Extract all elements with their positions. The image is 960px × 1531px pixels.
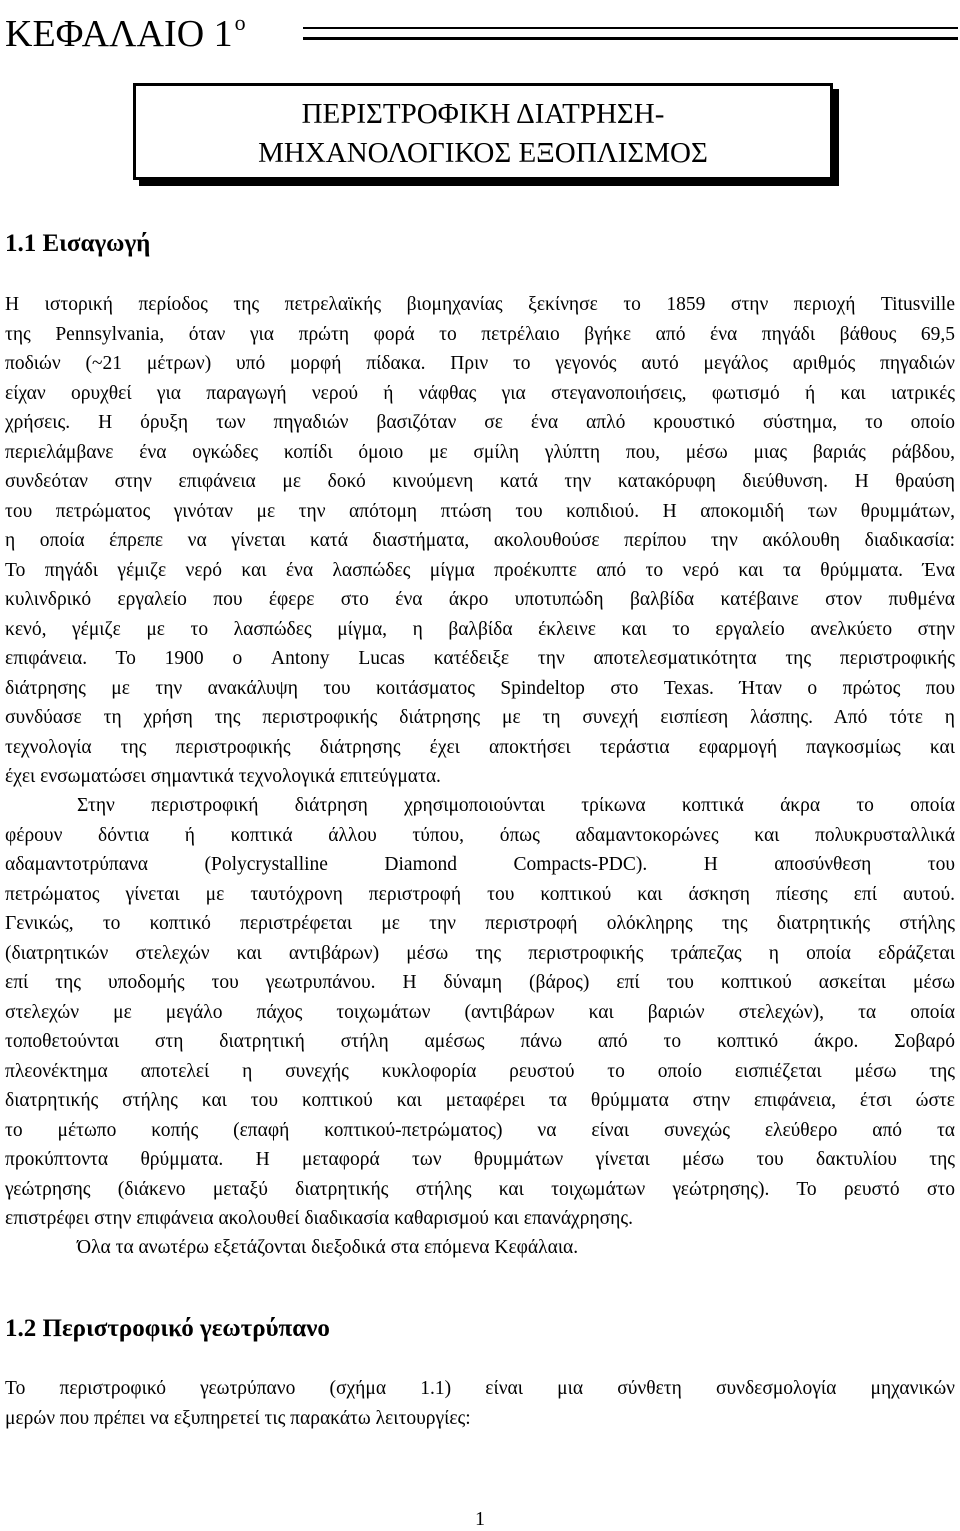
- chapter-title-box: [133, 83, 833, 180]
- paragraph-line: Στην περιστροφική διάτρηση χρησιμοποιούνται τρίκωνα κοπτικά άκρα το οποία: [77, 795, 955, 816]
- paragraph-line: φέρουν δόντια ή κοπτικά άλλου τύπου, όπως αδαμαντοκορώνες και πολυκρυσταλλικά: [5, 824, 955, 846]
- chapter-superscript: ο: [234, 10, 246, 35]
- paragraph-line: αδαμαντοτρύπανα (Polycrystalline Diamond Compacts-PDC). Η αποσύνθεση του: [5, 854, 955, 875]
- paragraph-line: επιφάνεια. Το 1900 ο Antony Lucas κατέδειξε την αποτελεσματικότητα της περιστροφικής: [5, 648, 955, 669]
- paragraph-line: συνδύασε τη χρήση της περιστροφικής διάτρησης με τη συνεχή εισπίεση λάσπης. Από τότε η: [5, 707, 955, 728]
- paragraph-rig-intro: [5, 1374, 955, 1433]
- paragraph-line: το μέτωπο κοπής (επαφή κοπτικού-πετρώματος) να είναι συνεχώς ελεύθερο από τα: [5, 1119, 955, 1141]
- paragraph-line: συνδεόταν στην επιφάνεια με δοκό κινούμενη κατά την κατακόρυφη διεύθυνση. Η θραύση: [5, 471, 955, 492]
- paragraph-line: τοποθετούνται στη διατρητική στήλη αμέσως πάνω από το κοπτικό άκρο. Σοβαρό: [5, 1031, 955, 1052]
- title-line-1: ΠΕΡΙΣΤΡΟΦΙΚΗ ΔΙΑΤΡΗΣΗ-: [301, 98, 665, 130]
- paragraph-line: κυλινδρικό εργαλείο που έφερε στο ένα άκρο υποτυπώδη βαλβίδα κατέβαινε στον πυθμένα: [5, 589, 955, 610]
- title-line-2: ΜΗΧΑΝΟΛΟΓΙΚΟΣ ΕΞΟΠΛΙΣΜΟΣ: [258, 137, 708, 169]
- paragraph-line: κενό, γέμιζε με το λασπώδες μίγμα, η βαλβίδα έκλεινε και το εργαλείο ανελκύετο στην: [5, 618, 955, 640]
- paragraph-line: Όλα τα ανωτέρω εξετάζονται διεξοδικά στα επόμενα Κεφάλαια.: [77, 1237, 579, 1258]
- paragraph-line: στελεχών με μεγάλο πάχος τοιχωμάτων (αντιβάρων και βαριών στελεχών), τα οποία: [5, 1001, 955, 1023]
- paragraph-line: μερών που πρέπει να εξυπηρετεί τις παρακάτω λειτουργίες:: [5, 1407, 471, 1429]
- paragraph-rotary-drilling: [5, 791, 955, 1234]
- paragraph-line: Το περιστροφικό γεωτρύπανο (σχήμα 1.1) είναι μια σύνθετη συνδεσμολογία μηχανικών: [5, 1378, 955, 1399]
- paragraph-line: διάτρησης με την ανακάλυψη του κοιτάσματος Spindeltop στο Texas. Ήταν ο πρώτος που: [5, 677, 955, 699]
- paragraph-line: περιελάμβανε ένα ογκώδες κοπίδι όμοιο με σμίλη γλύπτη που, μέσω μιας βαριάς ράβδου,: [5, 441, 955, 463]
- paragraph-line: είχαν ορυχθεί για παραγωγή νερού ή νάφθας για στεγανοποιήσεις, φωτισμό ή και ιατρικές: [5, 382, 955, 404]
- section-heading-1-2: 1.2 Περιστροφικό γεωτρύπανο: [5, 1315, 330, 1342]
- paragraph-line: Η ιστορική περίοδος της πετρελαϊκής βιομηχανίας ξεκίνησε το 1859 στην περιοχή Titusville: [5, 294, 955, 315]
- paragraph-line: του πετρώματος γινόταν με την απότομη πτώση του κοπιδιού. Η αποκομιδή των θρυμμάτων,: [5, 500, 955, 522]
- paragraph-line: πλεονέκτημα αποτελεί η συνεχής κυκλοφορία ρευστού το οποίο εισπιέζεται μέσω της: [5, 1060, 955, 1082]
- paragraph-line: (διατρητικών στελεχών και αντιβάρων) μέσω της περιστροφικής τράπεζας η οποία εδράζεται: [5, 942, 955, 964]
- paragraph-line: ποδιών (~21 μέτρων) υπό μορφή πίδακα. Πριν το γεγονός αυτό μεγάλος αριθμός πηγαδιών: [5, 353, 955, 374]
- paragraph-line: Το πηγάδι γέμιζε νερό και ένα λασπώδες μίγμα προέκυπτε από το νερό και τα θρύμματα. Ένα: [5, 559, 955, 581]
- paragraph-summary: [5, 1233, 955, 1263]
- chapter-title: ΚΕΦΑΛΑΙΟ $1^o$: [5, 10, 246, 55]
- paragraph-line: έχει ενσωματώσει σημαντικά τεχνολογικά επιτεύγματα.: [5, 766, 441, 787]
- paragraph-line: επιστρέφει στην επιφάνεια ακολουθεί διαδικασία καθαρισμού και επανάχρησης.: [5, 1208, 633, 1229]
- section-heading-1-1: 1.1 Εισαγωγή: [5, 230, 151, 257]
- paragraph-line: χρήσεις. Η όρυξη των πηγαδιών βασιζόταν σε ένα απλό κρουστικό σύστημα, το οποίο: [5, 412, 955, 433]
- paragraph-line: επί της υποδομής του γεωτρυπάνου. Η δύναμη (βάρος) επί του κοπτικού ασκείται μέσω: [5, 972, 955, 993]
- paragraph-line: διατρητικής στήλης και του κοπτικού και μεταφέρει τα θρύμματα στην επιφάνεια, έτσι ώστε: [5, 1090, 955, 1111]
- chapter-double-rule: [303, 27, 958, 40]
- paragraph-line: Γενικώς, το κοπτικό περιστρέφεται με την περιστροφή ολόκληρης της διατρητικής στήλης: [5, 913, 955, 934]
- paragraph-line: προκύπτοντα θρύμματα. Η μεταφορά των θρυμμάτων γίνεται μέσω του δακτυλίου της: [5, 1149, 955, 1170]
- chapter-header: [5, 0, 960, 55]
- paragraph-line: γεώτρησης (διάκενο μεταξύ διατρητικής στήλης και τοιχωμάτων γεώτρησης). Το ρευστό στο: [5, 1178, 955, 1200]
- paragraph-line: πετρώματος γίνεται με ταυτόχρονη περιστροφή του κοπτικού και άσκηση πίεσης επί αυτού.: [5, 883, 955, 905]
- paragraph-line: η οποία έπρεπε να γίνεται κατά διαστήματα, ακολουθούσε περίπου την ακόλουθη διαδικασία:: [5, 530, 955, 551]
- paragraph-intro: [5, 290, 955, 792]
- paragraph-line: τεχνολογία της περιστροφικής διάτρησης έχει αποκτήσει τεράστια εφαρμογή παγκοσμίως και: [5, 736, 955, 758]
- page-number: 1: [475, 1508, 485, 1530]
- paragraph-line: της Pennsylvania, όταν για πρώτη φορά το πετρέλαιο βγήκε από ένα πηγάδι βάθους 69,5: [5, 323, 955, 345]
